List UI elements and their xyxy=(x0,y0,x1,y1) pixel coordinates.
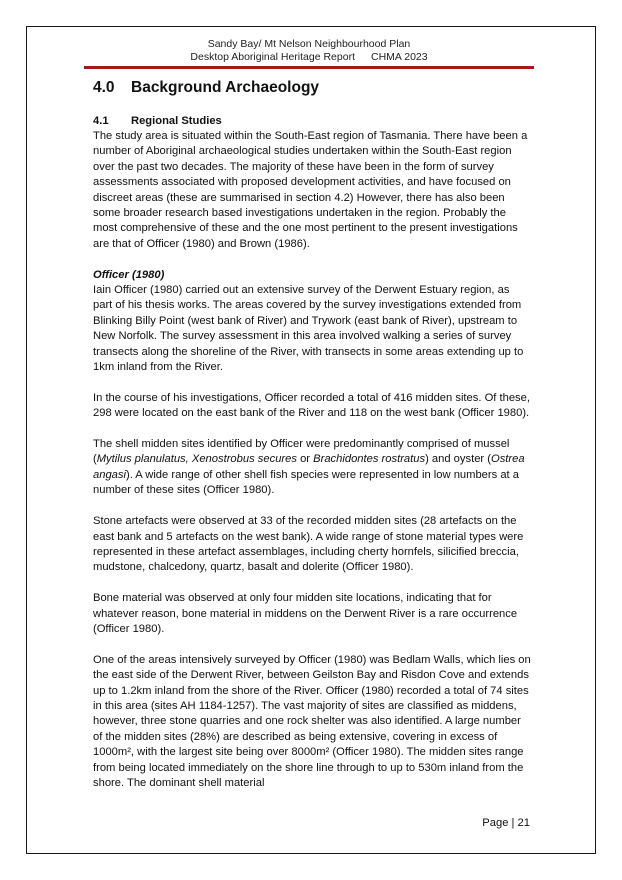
header-org-year: CHMA 2023 xyxy=(370,51,428,63)
species-mussel: Mytilus planulatus, Xenostrobus secures xyxy=(96,453,297,466)
subsection-number: 4.1 xyxy=(93,115,109,127)
paragraph-survey-extent: Iain Officer (1980) carried out an extensive survey of the Derwent Estuary region, as part of his thesis works. The areas covered by the survey investigations extended from Blinking Billy Point (west bank of River) and Trywork (east bank of River), upstream to New Norfolk. The survey assessment in this area involved walking a series of survey transects along the shoreline of the River, with transects in some areas extending up to 1km inland from the River. xyxy=(93,284,524,374)
shell-text-2: or xyxy=(296,453,314,466)
section-number: 4.0 xyxy=(93,79,115,96)
shell-text-4: ). A wide range of other shell fish species were represented in low numbers at a number of these sites (Officer 1980). xyxy=(93,468,519,497)
officer-subheading: Officer (1980) xyxy=(93,268,165,281)
paragraph-bedlam-walls: One of the areas intensively surveyed by Officer (1980) was Bedlam Walls, which lies on the east side of the Derwent River, between Geilston Bay and Risdon Cove and extends up to 1.2km inland from the shore of the River. Officer (1980) recorded a total of 74 sites in this area (sites AH 1184-1257). The vast majority of sites are classified as middens, however, three stone quarries and one rock shelter was also identified. A large number of the midden sites (28%) are described as being extensive, covering in excess of 1000m², with the largest site being over 8000m² (Officer 1980). The midden sites range from being located immediately on the shore line through to up to 530m inland from the shore. The dominant shell material xyxy=(93,653,531,789)
species-brachidontes: Brachidontes rostratus xyxy=(313,453,426,466)
species-oyster: Ostrea angasi xyxy=(93,453,525,481)
intro-paragraph: The study area is situated within the South-East region of Tasmania. There have been a number of Aboriginal archaeological studies undertaken within the South-East region over the past two decades. The majority of these have been in the form of survey assessments associated with proposed development activities, and have focused on discreet areas (these are summarised in section 4.2) However, there has also been some broader research based investigations undertaken in the region. Probably the most comprehensive of these and the one most pertinent to the present investigations are that of Officer (1980) and Brown (1986). xyxy=(93,130,528,250)
page-body xyxy=(93,78,531,807)
section-title: Background Archaeology xyxy=(131,79,320,96)
subsection-title: Regional Studies xyxy=(131,115,222,127)
shell-text-1: The shell midden sites identified by Officer were predominantly comprised of mussel ( xyxy=(93,438,510,466)
document-header xyxy=(84,38,534,64)
header-divider xyxy=(84,66,534,69)
paragraph-midden-count: In the course of his investigations, Officer recorded a total of 416 midden sites. Of these, 298 were located on the east bank of the River and 118 on the west bank (Officer 1980). xyxy=(93,391,530,420)
section-heading xyxy=(93,78,531,98)
header-report-name: Desktop Aboriginal Heritage Report xyxy=(190,51,355,63)
header-subtitle-line xyxy=(84,51,534,64)
paragraph-shell-species xyxy=(93,437,531,499)
paragraph-stone-artefacts: Stone artefacts were observed at 33 of the recorded midden sites (28 artefacts on the east bank and 5 artefacts on the west bank). A wide range of stone material types were represented in these artefact assemblages, including cherty hornfels, silicified breccia, mudstone, chalcedony, quartz, basalt and dolerite (Officer 1980). xyxy=(93,515,524,574)
subsection-heading xyxy=(93,114,531,129)
paragraph-bone-material: Bone material was observed at only four midden site locations, indicating that for whatever reason, bone material in middens on the Derwent River is a rare occurrence (Officer 1980). xyxy=(93,592,518,635)
page-number: Page | 21 xyxy=(482,817,530,829)
shell-text-3: ) and oyster ( xyxy=(425,453,491,466)
header-title: Sandy Bay/ Mt Nelson Neighbourhood Plan xyxy=(207,38,411,50)
